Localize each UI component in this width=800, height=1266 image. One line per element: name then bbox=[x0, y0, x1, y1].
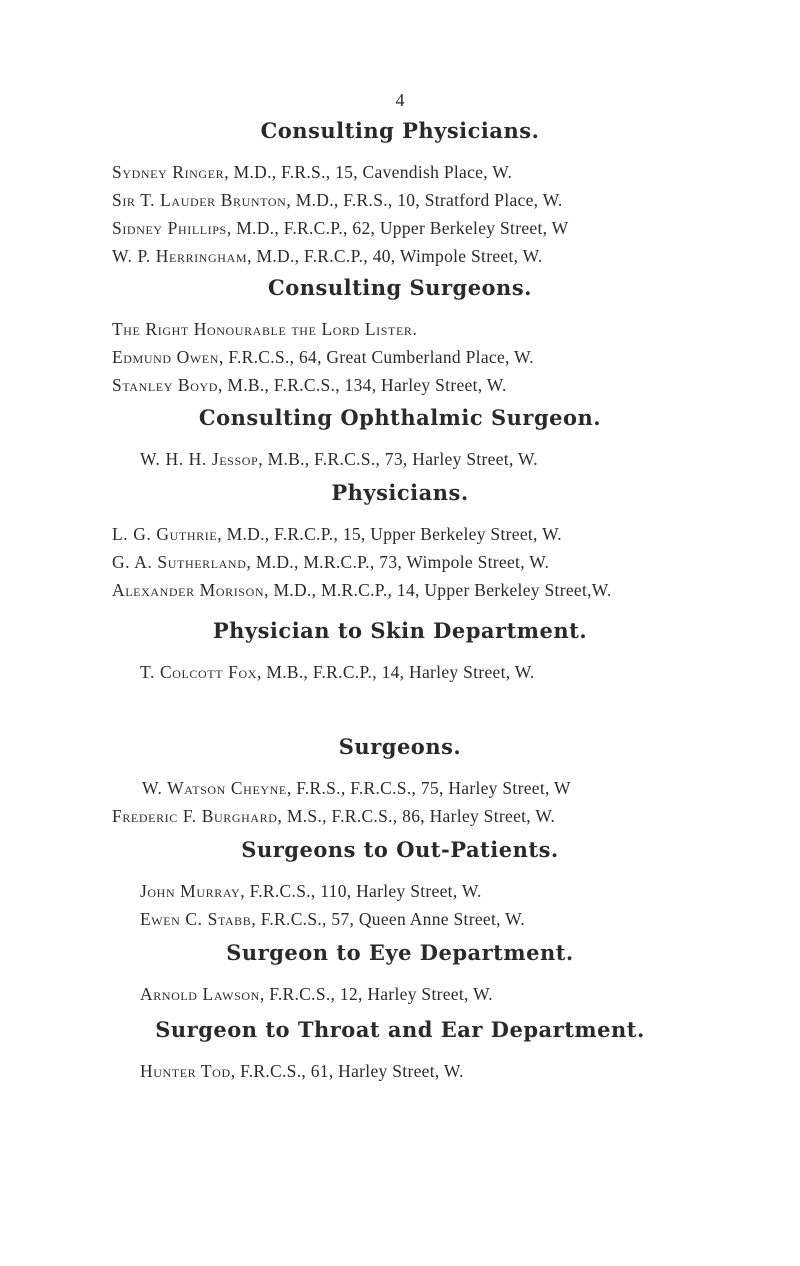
staff-name: G. A. Sutherland bbox=[112, 552, 247, 572]
page-number: 4 bbox=[395, 90, 405, 110]
staff-entry bbox=[112, 158, 800, 186]
staff-details: , M.B., F.R.C.S., 73, Harley Street, W. bbox=[258, 449, 538, 469]
section-heading: Consulting Physicians. bbox=[260, 118, 540, 143]
section-heading: Physician to Skin Department. bbox=[212, 618, 588, 643]
staff-entry bbox=[112, 548, 800, 576]
section-physicians bbox=[0, 480, 800, 604]
staff-details: , F.R.C.S., 61, Harley Street, W. bbox=[230, 1061, 464, 1081]
staff-entry bbox=[112, 242, 800, 270]
staff-entry bbox=[112, 343, 800, 371]
staff-details: , M.D., M.R.C.P., 14, Upper Berkeley Street,W. bbox=[264, 580, 612, 600]
staff-details: , M.D., F.R.C.P., 15, Upper Berkeley Street, W. bbox=[217, 524, 562, 544]
staff-name: Sidney Phillips bbox=[112, 218, 227, 238]
staff-name: Sir T. Lauder Brunton bbox=[112, 190, 287, 210]
staff-entry bbox=[112, 371, 800, 399]
staff-name: W. Watson Cheyne bbox=[142, 778, 287, 798]
staff-entry bbox=[140, 658, 800, 686]
staff-name: Arnold Lawson bbox=[140, 984, 260, 1004]
staff-entry bbox=[112, 576, 800, 604]
staff-details: , M.D., F.R.S., 15, Cavendish Place, W. bbox=[224, 162, 513, 182]
staff-name: T. Colcott Fox bbox=[140, 662, 257, 682]
staff-details: , F.R.C.S., 12, Harley Street, W. bbox=[259, 984, 493, 1004]
staff-name: Alexander Morison bbox=[112, 580, 265, 600]
section-heading: Surgeons to Out-Patients. bbox=[241, 837, 559, 862]
staff-details: , M.D., M.R.C.P., 73, Wimpole Street, W. bbox=[246, 552, 550, 572]
section-consulting-surgeons bbox=[0, 275, 800, 399]
section-surgeons-out-patients bbox=[0, 837, 800, 933]
staff-details: , M.D., F.R.S., 10, Stratford Place, W. bbox=[286, 190, 563, 210]
section-heading: Surgeon to Throat and Ear Department. bbox=[155, 1017, 645, 1042]
staff-name: W. H. H. Jessop bbox=[140, 449, 259, 469]
staff-entry bbox=[112, 802, 800, 830]
staff-name: Frederic F. Burghard bbox=[112, 806, 278, 826]
staff-name: Sydney Ringer bbox=[112, 162, 225, 182]
staff-entry bbox=[112, 774, 800, 802]
staff-name: L. G. Guthrie bbox=[112, 524, 218, 544]
section-heading: Consulting Surgeons. bbox=[268, 275, 532, 300]
staff-details: , F.R.C.S., 64, Great Cumberland Place, W. bbox=[218, 347, 534, 367]
staff-name: John Murray bbox=[140, 881, 241, 901]
staff-details: , M.D., F.R.C.P., 40, Wimpole Street, W. bbox=[247, 246, 543, 266]
staff-details: , M.S., F.R.C.S., 86, Harley Street, W. bbox=[277, 806, 556, 826]
section-surgeons bbox=[0, 734, 800, 830]
staff-entry bbox=[140, 905, 800, 933]
staff-name: Hunter Tod bbox=[140, 1061, 231, 1081]
section-heading: Surgeon to Eye Department. bbox=[226, 940, 574, 965]
staff-details: , F.R.S., F.R.C.S., 75, Harley Street, W bbox=[286, 778, 571, 798]
staff-entry bbox=[112, 520, 800, 548]
staff-entry bbox=[140, 445, 800, 473]
staff-entry bbox=[112, 214, 800, 242]
section-heading: Consulting Ophthalmic Surgeon. bbox=[198, 405, 602, 430]
staff-details: , F.R.C.S., 110, Harley Street, W. bbox=[240, 881, 482, 901]
staff-entry bbox=[140, 877, 800, 905]
section-physician-skin-department bbox=[0, 618, 800, 686]
section-consulting-ophthalmic-surgeon bbox=[0, 405, 800, 473]
staff-name: W. P. Herringham bbox=[112, 246, 248, 266]
section-surgeon-eye-department bbox=[0, 940, 800, 1008]
staff-details: , M.B., F.R.C.S., 134, Harley Street, W. bbox=[218, 375, 507, 395]
staff-entry bbox=[112, 186, 800, 214]
section-consulting-physicians bbox=[0, 118, 800, 270]
staff-details: , M.B., F.R.C.P., 14, Harley Street, W. bbox=[256, 662, 535, 682]
staff-name: Ewen C. Stabb bbox=[140, 909, 252, 929]
section-heading: Surgeons. bbox=[338, 734, 462, 759]
section-heading: Physicians. bbox=[331, 480, 469, 505]
staff-details: , F.R.C.S., 57, Queen Anne Street, W. bbox=[251, 909, 526, 929]
staff-name: Edmund Owen bbox=[112, 347, 219, 367]
staff-name: The Right Honourable the Lord Lister. bbox=[112, 319, 418, 339]
staff-entry bbox=[112, 315, 800, 343]
staff-details: , M.D., F.R.C.P., 62, Upper Berkeley Street, W bbox=[226, 218, 569, 238]
staff-entry bbox=[140, 1057, 800, 1085]
staff-name: Stanley Boyd bbox=[112, 375, 219, 395]
staff-entry bbox=[140, 980, 800, 1008]
section-surgeon-throat-ear-department bbox=[0, 1017, 800, 1085]
